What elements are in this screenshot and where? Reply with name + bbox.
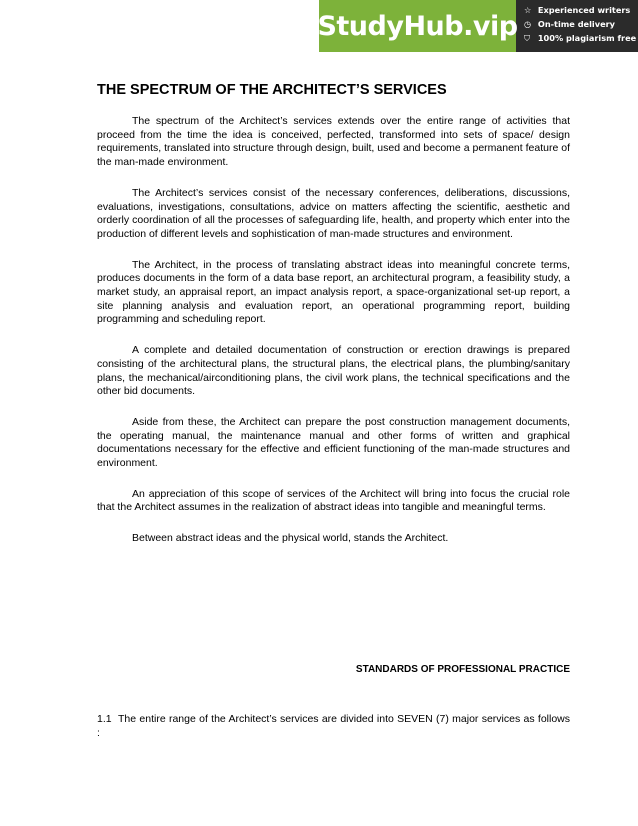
badge-label: On-time delivery — [537, 19, 615, 29]
paragraph: A complete and detailed documentation of construction or erection drawings is prepared consisting of the architectural plans, the structural plans, the electrical plans, the plumbing/sanitary plans, the mechanical/airconditioning plans, the civil work plans, the technical specifications and the other bid documents. — [97, 344, 570, 398]
star-icon: ☆ — [524, 5, 532, 15]
shield-icon: ⛉ — [524, 33, 531, 43]
badge-plagiarism-free — [524, 31, 638, 45]
badge-label: 100% plagiarism free — [537, 33, 637, 43]
section-footer: STANDARDS OF PROFESSIONAL PRACTICE — [355, 664, 570, 675]
paragraph: The Architect’s services consist of the necessary conferences, deliberations, discussions, evaluations, investigations, consultations, advice on matters affecting the scientific, aesthetic and orderly coordination of all the processes of safeguarding life, health, and property which enter into the production of different levels and sophistication of man-made structures and environment. — [97, 186, 570, 240]
studyhub-banner[interactable] — [319, 0, 638, 52]
brand-name: StudyHub.vip — [317, 10, 518, 42]
clock-icon: ◷ — [524, 19, 532, 29]
paragraph: The spectrum of the Architect’s services extends over the entire range of activities that proceed from the time the idea is conceived, perfected, transformed into sets of space/ design requirements, translated into structure through design, built, used and become a permanent feature of the man-made environment. — [97, 115, 570, 169]
paragraph: The Architect, in the process of translating abstract ideas into meaningful concrete terms, produces documents in the form of a data base report, an architectural program, a feasibility study, a market study, an appraisal report, an impact analysis report, a space-organizational set-up report, a site planning analysis and evaluation report, an operational programming report, building programming and scheduling report. — [97, 258, 570, 326]
list-item — [97, 713, 570, 740]
paragraph: An appreciation of this scope of services of the Architect will bring into focus the crucial role that the Architect assumes in the realization of abstract ideas into tangible and meaningful terms. — [97, 487, 570, 514]
badge-on-time-delivery — [524, 17, 638, 31]
document-body — [97, 115, 570, 563]
badge-label: Experienced writers — [537, 5, 631, 15]
badge-experienced-writers — [524, 3, 638, 17]
list-item-text: The entire range of the Architect’s services are divided into SEVEN (7) major services as follows : — [97, 713, 570, 739]
document-title: THE SPECTRUM OF THE ARCHITECT’S SERVICES — [97, 82, 447, 98]
list-item-number: 1.1 — [97, 713, 112, 725]
feature-badges — [516, 0, 638, 52]
paragraph: Between abstract ideas and the physical world, stands the Architect. — [132, 532, 449, 545]
brand-logo[interactable] — [319, 0, 516, 52]
paragraph: Aside from these, the Architect can prepare the post construction management documents, the operating manual, the maintenance manual and other forms of written and graphical documentations necessary for the effective and efficient functioning of the man-made structures and environment. — [97, 415, 570, 470]
